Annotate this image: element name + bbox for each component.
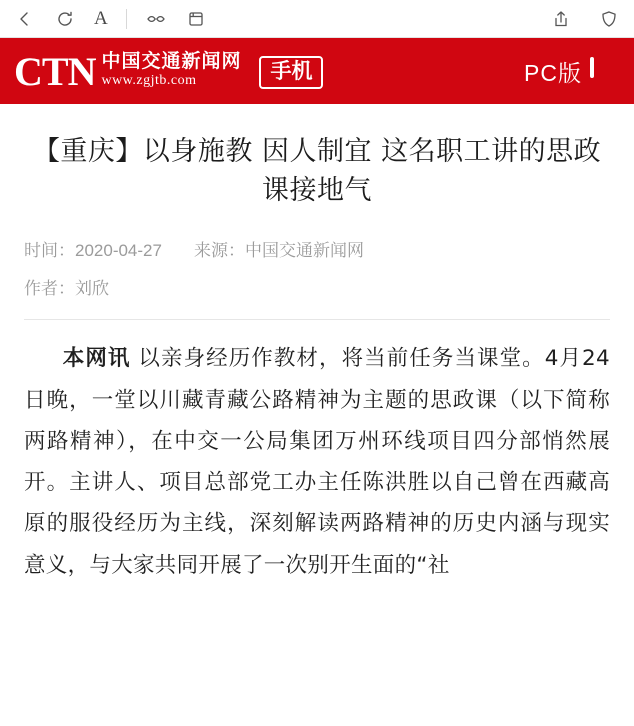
toolbar-divider xyxy=(126,9,127,29)
shield-icon[interactable] xyxy=(598,8,620,30)
toolbar-left-group xyxy=(14,8,207,30)
time-value: 2020-04-27 xyxy=(75,241,162,261)
toolbar-right-group xyxy=(550,8,620,30)
article-container xyxy=(0,104,634,586)
mobile-version-tag[interactable]: 手机 xyxy=(259,56,323,89)
article-meta-primary xyxy=(24,236,610,261)
logo-chinese-text: 中国交通新闻网 xyxy=(101,50,242,72)
source-value: 中国交通新闻网 xyxy=(244,241,364,261)
font-size-letter-a[interactable]: A xyxy=(94,8,108,29)
refresh-icon[interactable] xyxy=(54,8,76,30)
time-label: 时间： xyxy=(24,241,75,261)
logo-latin-text: CTN xyxy=(14,49,96,95)
lead-bold-text: 本网讯 xyxy=(62,346,131,372)
reader-mode-icon[interactable] xyxy=(145,8,167,30)
article-meta-author xyxy=(24,274,610,299)
logo-text-block xyxy=(101,51,241,91)
author-value: 刘欣 xyxy=(75,279,109,299)
monitor-icon xyxy=(590,59,620,83)
meta-divider xyxy=(24,319,610,320)
body-paragraph-text: 以亲身经历作教材，将当前任务当课堂。4月24日晚，一堂以川藏青藏公路精神为主题的思政课（以下简称两路精神），在中交一公局集团万州环线项目四分部悄然展开。主讲人、项目总部党工办主任陈洪胜以自己曾在西藏高原的服役经历为主线，深刻解读两路精神的历史内涵与现实意义，与大家共同开展了一次别开生面的“社 xyxy=(24,346,611,578)
logo-url-text: www.zgjtb.com xyxy=(101,72,197,88)
arrow-left-icon[interactable] xyxy=(14,8,36,30)
share-icon[interactable] xyxy=(550,8,572,30)
article-body xyxy=(24,338,610,586)
page-title: 【重庆】以身施教 因人制宜 这名职工讲的思政课接地气 xyxy=(32,136,602,207)
pc-version-label: PC版 xyxy=(524,59,582,86)
bookmark-icon[interactable] xyxy=(185,8,207,30)
site-logo[interactable] xyxy=(14,49,323,95)
pc-version-button[interactable] xyxy=(524,55,620,88)
site-banner xyxy=(0,38,634,104)
browser-toolbar xyxy=(0,0,634,38)
author-label: 作者： xyxy=(24,279,75,299)
source-label: 来源： xyxy=(193,241,245,261)
